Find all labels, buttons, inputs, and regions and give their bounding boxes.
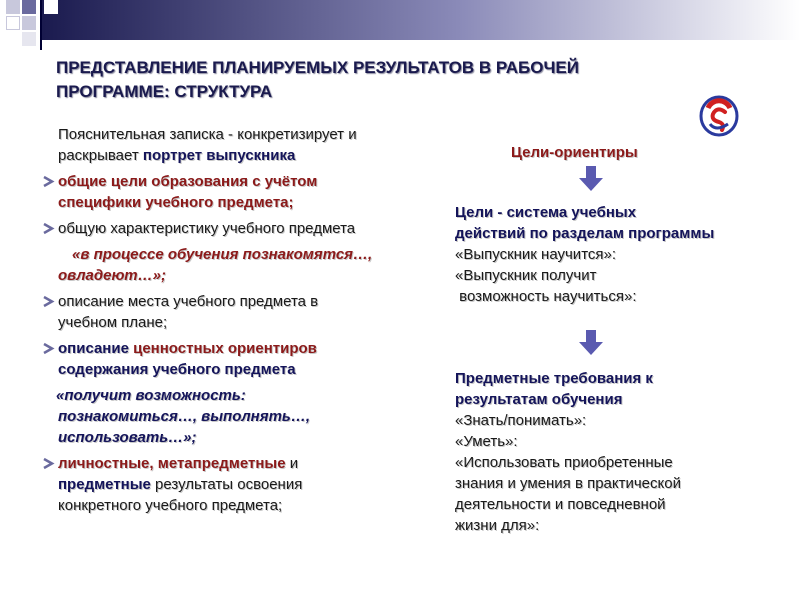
down-arrow-icon	[577, 330, 605, 356]
requirements-line: деятельности и повседневной	[455, 496, 666, 513]
item4-red: ценностных ориентиров	[133, 340, 317, 357]
decor-square	[6, 16, 20, 30]
item1-line: специфики учебного предмета;	[58, 194, 294, 211]
requirements-line: Предметные требования к	[455, 370, 653, 387]
decor-vertical-line	[40, 0, 42, 50]
decor-square	[6, 0, 20, 14]
requirements-line: результатам обучения	[455, 391, 623, 408]
list-item	[40, 218, 450, 239]
left-column	[40, 124, 450, 521]
arrow-bullet-icon	[42, 453, 56, 474]
item3-line: описание места учебного предмета в	[58, 293, 319, 310]
arrow-bullet-icon	[42, 291, 56, 312]
requirements-line: жизни для»:	[455, 517, 540, 534]
list-item	[40, 453, 450, 516]
decor-square	[22, 0, 36, 14]
item2-quote-line: «в процессе обучения познакомятся…,	[72, 246, 373, 263]
item4-quote-line: «получит возможность:	[56, 387, 246, 404]
decor-square	[22, 16, 36, 30]
header-gradient-band	[0, 0, 800, 40]
item5-line: конкретного учебного предмета;	[58, 497, 283, 514]
list-item	[40, 338, 450, 380]
item4-quote	[40, 385, 450, 448]
decor-square	[22, 32, 36, 46]
arrow-bullet-icon	[42, 218, 56, 239]
requirements-line: «Уметь»:	[455, 433, 518, 450]
slide-title-line: ПРОГРАММЕ: СТРУКТУРА	[56, 82, 273, 101]
list-item	[40, 291, 450, 333]
item2-quote-line: овладеют…»;	[58, 267, 166, 284]
down-arrow-icon	[577, 166, 605, 192]
decor-square	[44, 0, 58, 14]
intro-paragraph	[40, 124, 450, 166]
goals-header: Цели-ориентиры	[511, 144, 638, 161]
requirements-line: «Использовать приобретенные	[455, 454, 673, 471]
item2-quote	[40, 244, 450, 286]
item3-line: учебном плане;	[58, 314, 168, 331]
goals-line: действий по разделам программы	[455, 225, 715, 242]
item4-line: содержания учебного предмета	[58, 361, 296, 378]
item5-navy: предметные	[58, 476, 151, 493]
goals-block	[455, 202, 714, 307]
item4-bold: описание	[58, 340, 134, 357]
intro-portrait-bold: портрет выпускника	[142, 147, 296, 164]
goals-line: «Выпускник научится»:	[455, 246, 617, 263]
intro-line: Пояснительная записка - конкретизирует и	[58, 126, 357, 143]
item5-rest: и	[285, 455, 299, 472]
item1-line: общие цели образования с учётом	[58, 173, 318, 190]
item4-quote-line: познакомиться…, выполнять…,	[58, 408, 310, 425]
slide-title	[56, 56, 756, 104]
requirements-block	[455, 368, 681, 536]
slide-title-line: ПРЕДСТАВЛЕНИЕ ПЛАНИРУЕМЫХ РЕЗУЛЬТАТОВ В РАБОЧЕЙ	[56, 58, 579, 77]
item5-red: личностные, метапредметные	[58, 455, 286, 472]
circle-s-logo-icon	[698, 94, 740, 138]
requirements-line: «Знать/понимать»:	[455, 412, 587, 429]
arrow-bullet-icon	[42, 338, 56, 359]
intro-line-prefix: раскрывает	[58, 147, 143, 164]
goals-line: возможность научиться»:	[455, 288, 637, 305]
arrow-bullet-icon	[42, 171, 56, 192]
item4-quote-line: использовать…»;	[58, 429, 197, 446]
item2-text: общую характеристику учебного предмета	[58, 220, 356, 237]
requirements-line: знания и умения в практической	[455, 475, 681, 492]
list-item	[40, 171, 450, 213]
goals-line: Цели - система учебных	[455, 204, 637, 221]
goals-line: «Выпускник получит	[455, 267, 597, 284]
item5-rest: результаты освоения	[150, 476, 303, 493]
